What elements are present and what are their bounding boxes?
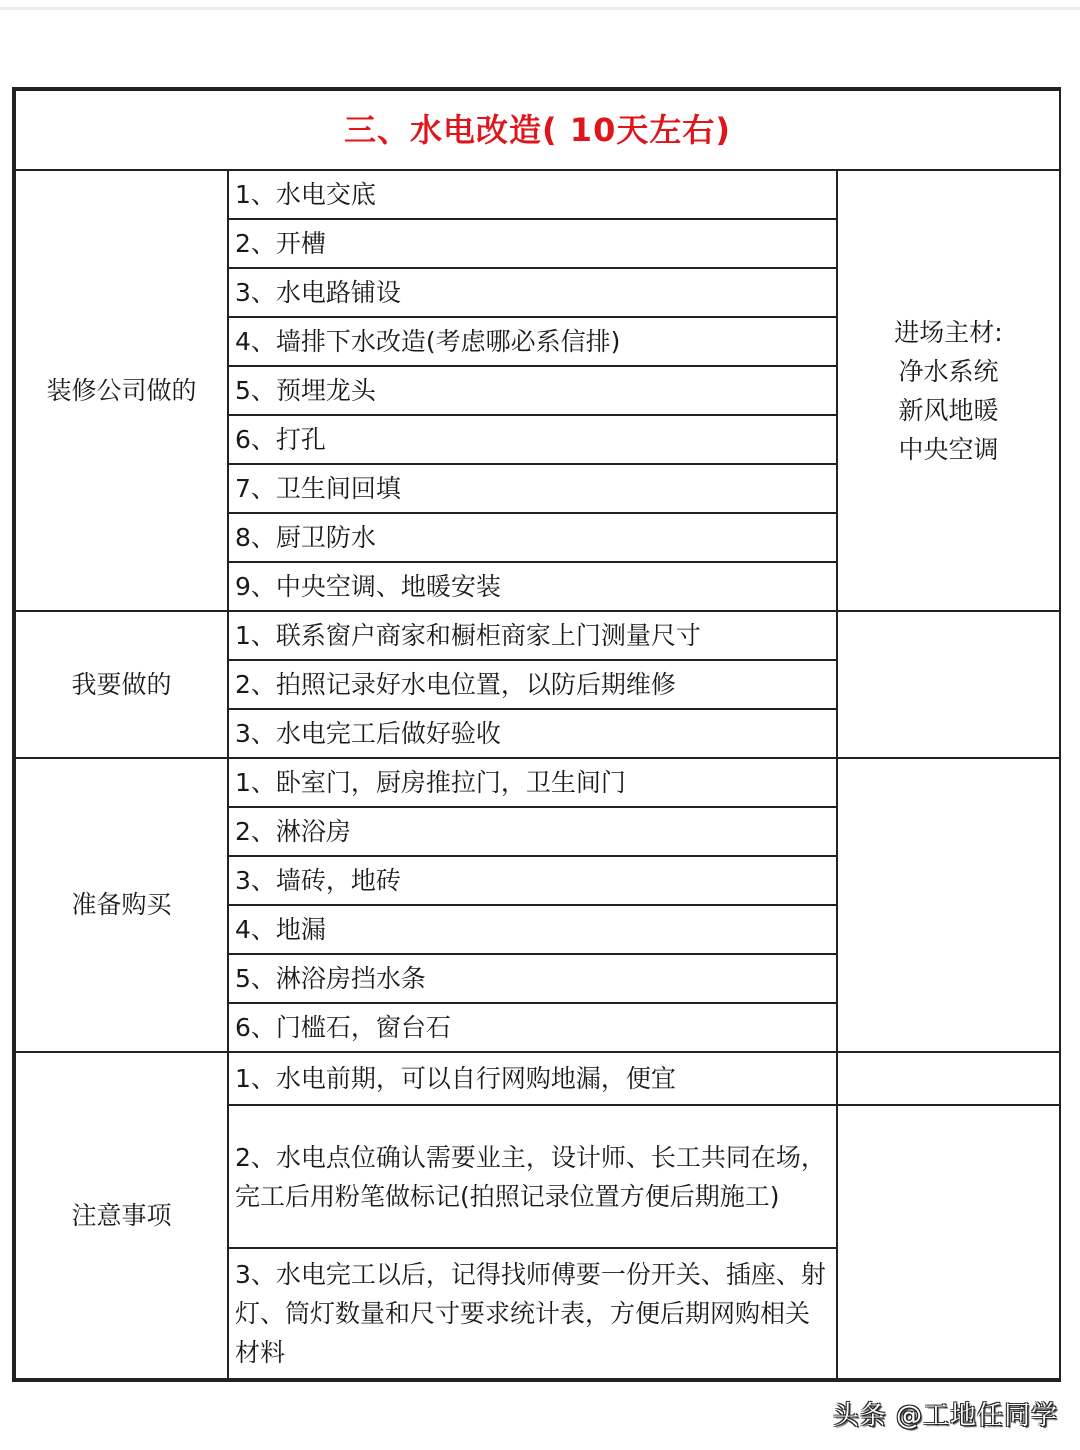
list-item: 1、卧室门，厨房推拉门，卫生间门 [228,758,837,807]
title-row [15,90,1060,170]
section-label-to-buy: 准备购买 [15,758,228,1052]
list-item: 2、拍照记录好水电位置，以防后期维修 [228,660,837,709]
note-line: 新风地暖 [898,395,999,425]
empty-note-cell [837,758,1060,1052]
list-item: 3、水电路铺设 [228,268,837,317]
watermark-text: 头条 @工地任同学 [832,1401,1058,1431]
list-item: 8、厨卫防水 [228,513,837,562]
list-item: 5、预埋龙头 [228,366,837,415]
note-line: 中央空调 [898,434,999,464]
list-item: 3、水电完工以后，记得找师傅要一份开关、插座、射灯、筒灯数量和尺寸要求统计表，方便后期网购相关材料 [228,1248,837,1379]
top-divider-bar [0,7,1080,10]
section-label-company: 装修公司做的 [15,170,228,611]
main-materials-note [837,170,1060,611]
section-label-notes: 注意事项 [15,1052,228,1379]
note-line: 净水系统 [898,356,999,386]
empty-note-cell [837,1105,1060,1379]
table-row [15,611,1060,660]
list-item: 1、联系窗户商家和橱柜商家上门测量尺寸 [228,611,837,660]
list-item: 7、卫生间回填 [228,464,837,513]
table-row [15,758,1060,807]
list-item: 6、门槛石，窗台石 [228,1003,837,1052]
renovation-table-sheet [12,87,1061,1382]
list-item: 9、中央空调、地暖安装 [228,562,837,611]
table-row [15,170,1060,219]
list-item: 6、打孔 [228,415,837,464]
empty-note-cell [837,1052,1060,1105]
list-item: 1、水电前期，可以自行网购地漏，便宜 [228,1052,837,1105]
list-item: 3、水电完工后做好验收 [228,709,837,758]
renovation-table [14,89,1061,1380]
table-row [15,1052,1060,1105]
note-line: 进场主材: [894,317,1003,347]
list-item: 2、开槽 [228,219,837,268]
list-item: 5、淋浴房挡水条 [228,954,837,1003]
empty-note-cell [837,611,1060,758]
table-title: 三、水电改造( 10天左右) [15,90,1060,170]
list-item: 2、淋浴房 [228,807,837,856]
list-item: 4、地漏 [228,905,837,954]
list-item: 2、水电点位确认需要业主，设计师、长工共同在场，完工后用粉笔做标记(拍照记录位置方便后期施工) [228,1105,837,1248]
list-item: 1、水电交底 [228,170,837,219]
list-item: 3、墙砖，地砖 [228,856,837,905]
section-label-my-tasks: 我要做的 [15,611,228,758]
list-item: 4、墙排下水改造(考虑哪必系信排) [228,317,837,366]
